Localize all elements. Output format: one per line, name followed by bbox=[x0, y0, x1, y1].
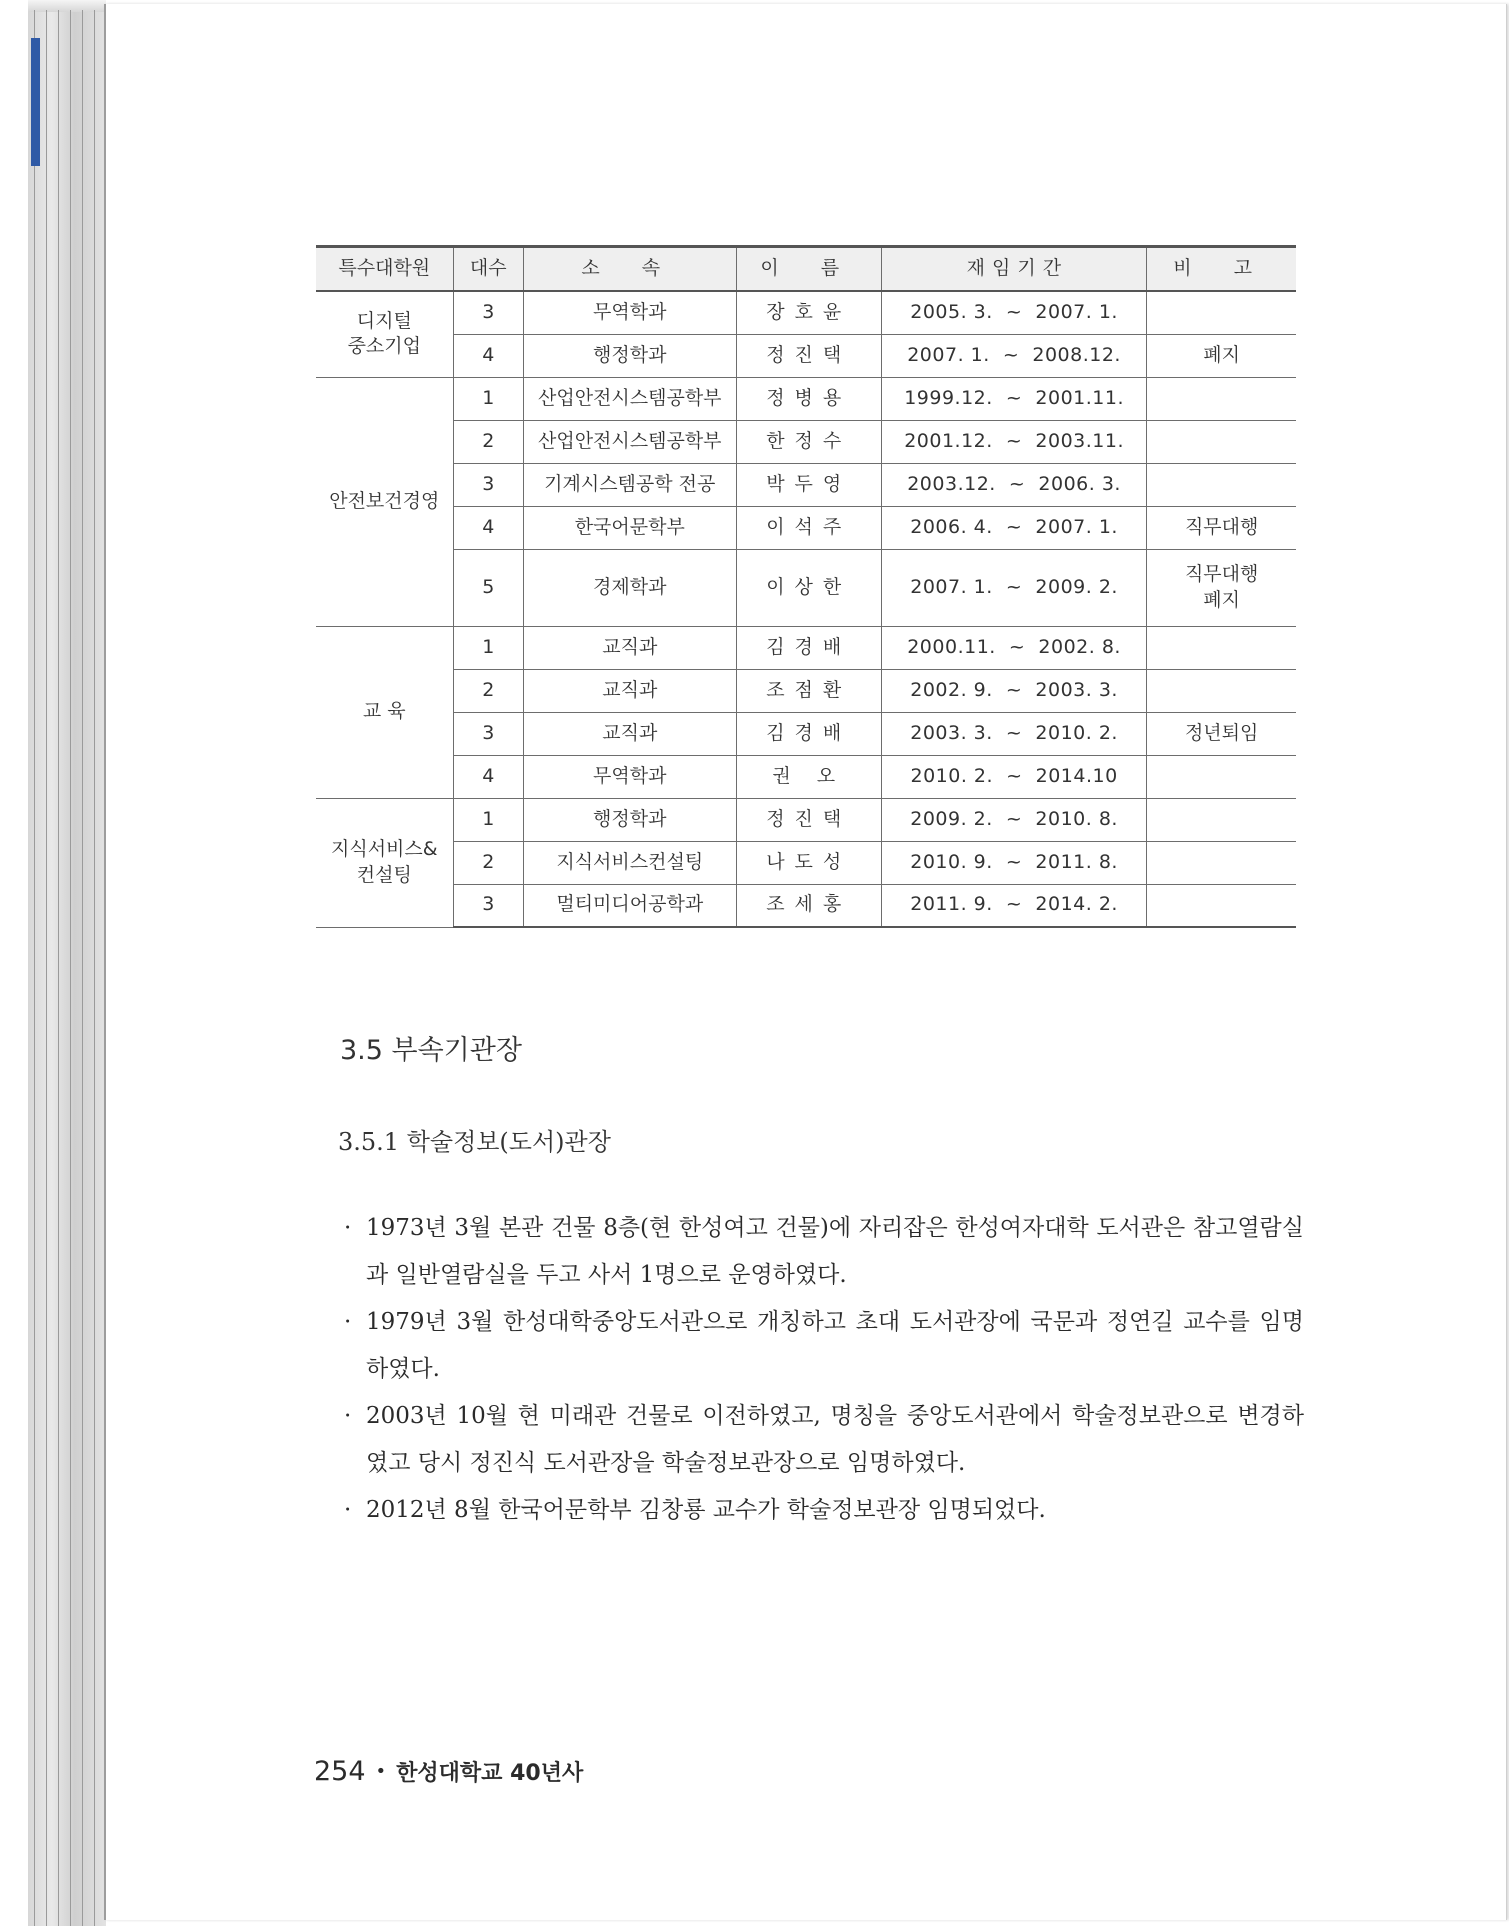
page-number: 254 bbox=[314, 1756, 366, 1787]
cell-name: 조세홍 bbox=[736, 884, 881, 927]
cell-note bbox=[1147, 463, 1296, 506]
header-generation: 대수 bbox=[453, 247, 523, 292]
cell-department: 산업안전시스템공학부 bbox=[523, 420, 736, 463]
header-name: 이 름 bbox=[736, 247, 881, 292]
cell-name: 박두영 bbox=[736, 463, 881, 506]
cell-note bbox=[1147, 420, 1296, 463]
note-line bbox=[1147, 386, 1296, 412]
cell-note bbox=[1147, 626, 1296, 669]
cell-name: 권 오 bbox=[736, 755, 881, 798]
school-line: 디지털 bbox=[356, 309, 412, 332]
cell-generation: 4 bbox=[453, 334, 523, 377]
cell-term: 2002. 9. ~ 2003. 3. bbox=[881, 669, 1146, 712]
cell-school bbox=[316, 291, 453, 377]
note-line bbox=[1147, 764, 1296, 790]
cell-term: 2003. 3. ~ 2010. 2. bbox=[881, 712, 1146, 755]
cell-term: 2010. 2. ~ 2014.10 bbox=[881, 755, 1146, 798]
cell-generation: 4 bbox=[453, 506, 523, 549]
table-row bbox=[316, 549, 1296, 626]
note-line bbox=[1147, 472, 1296, 498]
table-row bbox=[316, 506, 1296, 549]
footer-separator: • bbox=[375, 1761, 387, 1782]
table-row bbox=[316, 669, 1296, 712]
note-line bbox=[1147, 635, 1296, 661]
note-line bbox=[1147, 429, 1296, 455]
note-line: 정년퇴임 bbox=[1184, 721, 1259, 744]
bookmark-tab bbox=[31, 38, 40, 166]
cell-school bbox=[316, 377, 453, 626]
cell-name: 한정수 bbox=[736, 420, 881, 463]
cell-department: 무역학과 bbox=[523, 755, 736, 798]
note-line bbox=[1147, 850, 1296, 876]
bullet-icon: · bbox=[344, 1309, 352, 1335]
cell-department: 기계시스템공학 전공 bbox=[523, 463, 736, 506]
cell-generation: 3 bbox=[453, 884, 523, 927]
history-paragraph bbox=[344, 1205, 1304, 1299]
note-line: 폐지 bbox=[1203, 343, 1241, 366]
table-row bbox=[316, 291, 1296, 334]
table-row bbox=[316, 841, 1296, 884]
table-row bbox=[316, 377, 1296, 420]
note-line: 직무대행 bbox=[1184, 515, 1259, 538]
cell-department: 행정학과 bbox=[523, 334, 736, 377]
page-edge-line bbox=[70, 10, 71, 1926]
dean-history-table bbox=[316, 245, 1296, 928]
cell-note bbox=[1147, 291, 1296, 334]
table-row bbox=[316, 884, 1296, 927]
cell-generation: 3 bbox=[453, 463, 523, 506]
cell-name: 정진택 bbox=[736, 334, 881, 377]
cell-note bbox=[1147, 798, 1296, 841]
header-school: 특수대학원 bbox=[316, 247, 453, 292]
cell-generation: 3 bbox=[453, 291, 523, 334]
school-line: 지식서비스& bbox=[330, 837, 438, 860]
section-heading: 3.5 부속기관장 bbox=[340, 1035, 522, 1066]
note-line bbox=[1147, 807, 1296, 833]
cell-term: 2006. 4. ~ 2007. 1. bbox=[881, 506, 1146, 549]
cell-generation: 2 bbox=[453, 841, 523, 884]
paragraph-text: 2003년 10월 현 미래관 건물로 이전하였고, 명칭을 중앙도서관에서 학술정보관으로 변경하였고 당시 정진식 도서관장을 학술정보관장으로 임명하였다. bbox=[366, 1403, 1304, 1476]
cell-note bbox=[1147, 549, 1296, 626]
table-row bbox=[316, 420, 1296, 463]
cell-department: 경제학과 bbox=[523, 549, 736, 626]
cell-note bbox=[1147, 334, 1296, 377]
cell-note bbox=[1147, 506, 1296, 549]
table-row bbox=[316, 463, 1296, 506]
bullet-icon: · bbox=[344, 1497, 352, 1523]
header-note: 비 고 bbox=[1147, 247, 1296, 292]
cell-department: 멀티미디어공학과 bbox=[523, 884, 736, 927]
school-line: 컨설팅 bbox=[356, 863, 412, 886]
cell-generation: 1 bbox=[453, 798, 523, 841]
page-footer bbox=[314, 1756, 583, 1787]
cell-name: 이상한 bbox=[736, 549, 881, 626]
cell-generation: 1 bbox=[453, 377, 523, 420]
cell-term: 2009. 2. ~ 2010. 8. bbox=[881, 798, 1146, 841]
cell-note bbox=[1147, 712, 1296, 755]
note-line bbox=[1147, 300, 1296, 326]
cell-term: 2011. 9. ~ 2014. 2. bbox=[881, 884, 1146, 927]
cell-term: 2007. 1. ~ 2009. 2. bbox=[881, 549, 1146, 626]
cell-term: 1999.12. ~ 2001.11. bbox=[881, 377, 1146, 420]
table-row bbox=[316, 626, 1296, 669]
page-edge-line bbox=[82, 10, 83, 1926]
cell-term: 2003.12. ~ 2006. 3. bbox=[881, 463, 1146, 506]
cell-department: 교직과 bbox=[523, 669, 736, 712]
header-department: 소 속 bbox=[523, 247, 736, 292]
cell-name: 장호윤 bbox=[736, 291, 881, 334]
page-edge-line bbox=[58, 10, 59, 1926]
cell-department: 행정학과 bbox=[523, 798, 736, 841]
table-row bbox=[316, 334, 1296, 377]
paragraph-text: 2012년 8월 한국어문학부 김창룡 교수가 학술정보관장 임명되었다. bbox=[366, 1497, 1046, 1523]
cell-department: 교직과 bbox=[523, 626, 736, 669]
cell-name: 조점환 bbox=[736, 669, 881, 712]
cell-term: 2007. 1. ~ 2008.12. bbox=[881, 334, 1146, 377]
table-header-row bbox=[316, 247, 1296, 292]
cell-note bbox=[1147, 884, 1296, 927]
cell-note bbox=[1147, 841, 1296, 884]
paragraph-text: 1979년 3월 한성대학중앙도서관으로 개칭하고 초대 도서관장에 국문과 정연길 교수를 임명하였다. bbox=[366, 1309, 1304, 1382]
subsection-heading: 3.5.1 학술정보(도서)관장 bbox=[338, 1128, 611, 1156]
school-line: 안전보건경영 bbox=[329, 489, 440, 512]
header-term: 재 임 기 간 bbox=[881, 247, 1146, 292]
cell-school bbox=[316, 798, 453, 927]
cell-term: 2005. 3. ~ 2007. 1. bbox=[881, 291, 1146, 334]
page-edge-line bbox=[46, 10, 47, 1926]
cell-department: 무역학과 bbox=[523, 291, 736, 334]
cell-name: 나도성 bbox=[736, 841, 881, 884]
school-line: 중소기업 bbox=[347, 335, 421, 358]
page-edge-line bbox=[94, 10, 95, 1926]
history-paragraph bbox=[344, 1487, 1304, 1534]
cell-department: 한국어문학부 bbox=[523, 506, 736, 549]
cell-department: 지식서비스컨설팅 bbox=[523, 841, 736, 884]
cell-generation: 5 bbox=[453, 549, 523, 626]
book-page-stack bbox=[0, 0, 110, 1926]
cell-school bbox=[316, 626, 453, 798]
cell-term: 2000.11. ~ 2002. 8. bbox=[881, 626, 1146, 669]
bullet-icon: · bbox=[344, 1403, 352, 1429]
cell-department: 교직과 bbox=[523, 712, 736, 755]
note-line bbox=[1147, 892, 1296, 918]
history-paragraph bbox=[344, 1299, 1304, 1393]
table-row bbox=[316, 755, 1296, 798]
note-line: 폐지 bbox=[1203, 588, 1241, 611]
cell-name: 김경배 bbox=[736, 712, 881, 755]
school-line: 교 육 bbox=[362, 700, 406, 723]
note-line: 직무대행 bbox=[1184, 562, 1259, 585]
table-body bbox=[316, 291, 1296, 927]
cell-term: 2001.12. ~ 2003.11. bbox=[881, 420, 1146, 463]
history-paragraph bbox=[344, 1393, 1304, 1487]
cell-generation: 3 bbox=[453, 712, 523, 755]
bullet-icon: · bbox=[344, 1215, 352, 1241]
cell-generation: 2 bbox=[453, 420, 523, 463]
cell-department: 산업안전시스템공학부 bbox=[523, 377, 736, 420]
cell-name: 정병용 bbox=[736, 377, 881, 420]
cell-generation: 2 bbox=[453, 669, 523, 712]
history-paragraphs bbox=[344, 1205, 1304, 1534]
book-title: 한성대학교 40년사 bbox=[396, 1761, 584, 1786]
cell-generation: 4 bbox=[453, 755, 523, 798]
cell-note bbox=[1147, 377, 1296, 420]
cell-note bbox=[1147, 755, 1296, 798]
cell-name: 정진택 bbox=[736, 798, 881, 841]
cell-name: 김경배 bbox=[736, 626, 881, 669]
table-row bbox=[316, 798, 1296, 841]
cell-name: 이석주 bbox=[736, 506, 881, 549]
cell-note bbox=[1147, 669, 1296, 712]
cell-term: 2010. 9. ~ 2011. 8. bbox=[881, 841, 1146, 884]
paragraph-text: 1973년 3월 본관 건물 8층(현 한성여고 건물)에 자리잡은 한성여자대학 도서관은 참고열람실과 일반열람실을 두고 사서 1명으로 운영하였다. bbox=[366, 1215, 1304, 1288]
cell-generation: 1 bbox=[453, 626, 523, 669]
page-edge-line bbox=[34, 10, 35, 1926]
note-line bbox=[1147, 678, 1296, 704]
table-row bbox=[316, 712, 1296, 755]
